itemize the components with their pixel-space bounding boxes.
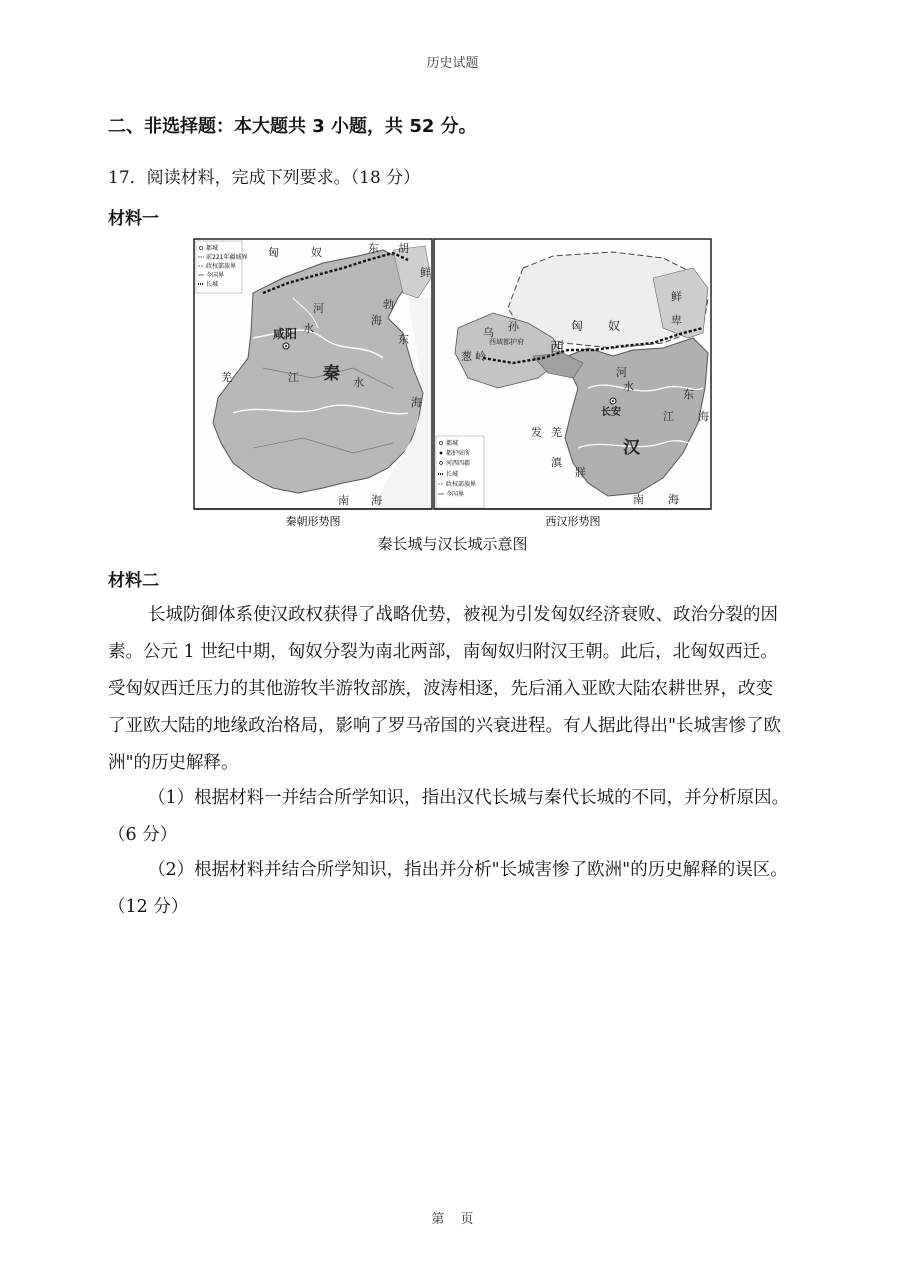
qin-label-hai2: 海 (411, 396, 422, 409)
page-header: 历史试题 (426, 56, 479, 71)
han-label-xian: 鲜 (671, 290, 682, 303)
material-2-label: 材料二 (108, 571, 159, 591)
han-legend-item-4: 长城 (446, 471, 459, 478)
han-label-shui: 水 (623, 380, 634, 393)
qin-label-bo: 勃 (383, 298, 394, 311)
sub-question-2: （2）根据材料并结合所学知识，指出并分析"长城害惨了欧洲"的历史解释的误区。（12 分） (108, 860, 788, 917)
qin-legend-item-1: 都城 (206, 245, 219, 252)
sub-question-1: （1）根据材料一并结合所学知识，指出汉代长城与秦代长城的不同，并分析原因。（6 分） (108, 788, 790, 845)
han-legend (436, 436, 484, 508)
han-label-xiong: 匈 (571, 319, 584, 333)
qin-label-shui2: 水 (353, 376, 364, 389)
qin-legend (196, 241, 247, 293)
han-label-qiang: 羌 (551, 426, 562, 439)
han-legend-item-2: 都护驻所 (446, 450, 471, 457)
han-label-han: 汉 (623, 438, 640, 458)
qin-label-nan: 南 (338, 494, 349, 507)
qin-map (194, 239, 432, 528)
han-label-wu: 乌 (483, 326, 494, 339)
qin-label-shui: 水 (303, 322, 314, 335)
han-label-jiang: 江 (663, 410, 674, 423)
han-label-xi: 西 (550, 340, 564, 356)
han-label-nan: 南 (633, 493, 644, 506)
qin-label-xianyang: 咸阳 (273, 327, 298, 341)
figure-caption: 秦长城与汉长城示意图 (377, 535, 528, 553)
qin-label-qin: 秦 (323, 364, 340, 384)
great-wall-maps-figure (193, 238, 713, 528)
han-legend-item-1: 都城 (446, 440, 459, 447)
qin-label-xiong: 匈 (268, 246, 279, 259)
qin-label-hai3: 海 (371, 494, 382, 507)
qin-label-hu: 胡 (398, 242, 409, 255)
han-label-di: 滇 (551, 456, 562, 469)
han-label-fa: 发 (531, 426, 542, 439)
han-label-nu: 奴 (608, 319, 621, 333)
han-map (434, 239, 711, 528)
qin-label-he: 河 (313, 302, 324, 315)
han-legend-item-3: 河西四郡 (446, 460, 471, 467)
han-map-title: 西汉形势图 (545, 515, 601, 528)
han-label-ling: 岭 (475, 350, 486, 363)
qin-label-dong2: 东 (398, 333, 409, 346)
material-1-label: 材料一 (108, 209, 159, 229)
han-label-hai2: 海 (668, 493, 679, 506)
material-2-text: 长城防御体系使汉政权获得了战略优势，被视为引发匈奴经济衰败、政治分裂的因素。公元 1 世纪中期，匈奴分裂为南北两部，南匈奴归附汉王朝。此后，北匈奴西迁。受匈奴西迁压力的其他游牧半游牧部族，波涛相逐，先后涌入亚欧大陆农耕世界，改变了亚欧大陆的地缘政治格局，影响了罗马帝国的兴衰进程。有人据此得出"长城害惨了欧洲"的历史解释。 (108, 605, 782, 773)
page-footer: 第 页 (431, 1212, 474, 1227)
han-label-sun: 孙 (508, 320, 519, 333)
han-label-he: 河 (616, 366, 627, 379)
qin-legend-item-4: 今国界 (206, 272, 225, 279)
qin-label-nu: 奴 (311, 246, 322, 259)
qin-legend-item-3: 政权部族界 (206, 263, 237, 270)
qin-label-dong: 东 (368, 242, 379, 255)
han-label-duhufu: 西域都护府 (489, 338, 524, 346)
han-label-bei: 卑 (671, 314, 682, 327)
qin-label-qiang: 羌 (221, 371, 232, 384)
qin-label-jiang: 江 (288, 371, 299, 384)
han-label-cong: 葱 (461, 350, 472, 363)
qin-legend-item-2: 前221年疆域界 (206, 254, 248, 261)
question-17: 17．阅读材料，完成下列要求。（18 分） (108, 168, 421, 188)
qin-label-xian: 鲜 (420, 266, 431, 279)
qin-label-hai: 海 (371, 314, 382, 327)
qin-legend-item-5: 长城 (206, 281, 219, 288)
qin-map-title: 秦朝形势图 (285, 515, 341, 528)
han-label-hai: 海 (698, 410, 709, 423)
han-label-yelang: 牂 (575, 466, 586, 479)
han-legend-item-6: 今国界 (446, 491, 465, 498)
han-label-dong: 东 (683, 388, 694, 401)
han-label-changan: 长安 (601, 407, 621, 418)
han-legend-item-5: 政权部族界 (446, 481, 477, 488)
section-title: 二、非选择题：本大题共 3 小题，共 52 分。 (108, 116, 477, 137)
